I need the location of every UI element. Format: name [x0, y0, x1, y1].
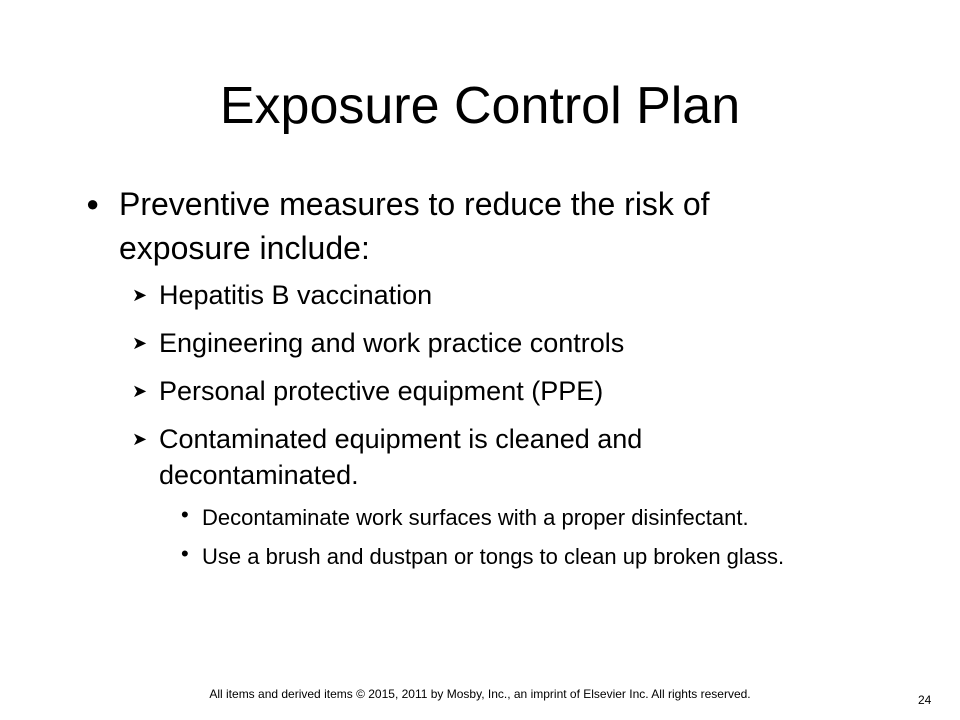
slide-content [0, 182, 960, 581]
bullet-level2-item [0, 421, 779, 493]
bullet-level3-list [0, 503, 960, 571]
bullet-level2-text: Hepatitis B vaccination [159, 280, 433, 310]
bullet-level2-list [0, 277, 960, 493]
bullet-level2-text: Contaminated equipment is cleaned and decontaminated. [159, 424, 643, 490]
arrowhead-bullet-icon: ➤ [132, 429, 148, 449]
bullet-level3-item [0, 542, 882, 571]
bullet-level2-item [0, 373, 779, 409]
arrowhead-bullet-icon: ➤ [132, 285, 148, 305]
bullet-level1 [0, 182, 839, 270]
round-bullet-icon: ● [86, 191, 100, 216]
bullet-level2-item [0, 325, 779, 361]
slide-title: Exposure Control Plan [219, 77, 741, 135]
copyright-footer: All items and derived items © 2015, 2011 by Mosby, Inc., an imprint of Elsevier Inc. All rights reserved. [209, 687, 751, 701]
bullet-level2-text: Engineering and work practice controls [159, 328, 625, 358]
dot-bullet-icon: • [181, 541, 189, 566]
bullet-level3-text: Decontaminate work surfaces with a proper disinfectant. [202, 505, 749, 530]
arrowhead-bullet-icon: ➤ [132, 381, 148, 401]
dot-bullet-icon: • [181, 502, 189, 527]
bullet-level2-text: Personal protective equipment (PPE) [159, 376, 604, 406]
arrowhead-bullet-icon: ➤ [132, 333, 148, 353]
page-number: 24 [918, 693, 932, 707]
bullet-level3-text: Use a brush and dustpan or tongs to clean up broken glass. [202, 544, 785, 569]
bullet-level2-item [0, 277, 779, 313]
bullet-level3-item [0, 503, 882, 532]
bullet-level1-text: Preventive measures to reduce the risk of exposure include: [119, 186, 710, 266]
